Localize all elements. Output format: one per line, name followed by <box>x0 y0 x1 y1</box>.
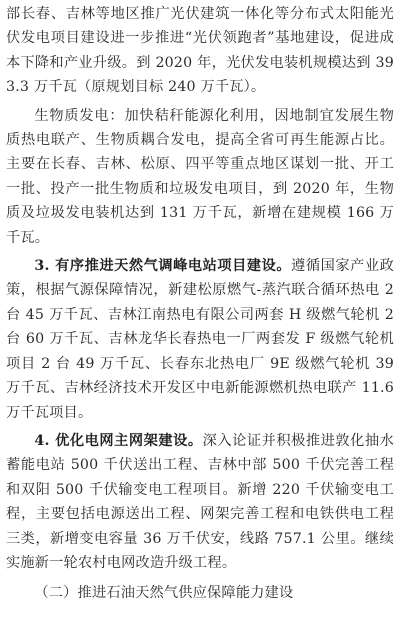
paragraph-biomass <box>6 104 394 250</box>
gas-peaking-text: 遵循国家产业政策，根据气源保障情况，新建松原燃气-蒸汽联合循环热电 2 台 45 万千瓦、吉林江南热电有限公司两套 H 级燃气轮机 2 台 60 万千瓦、吉林龙华长春热电一厂两套发 F 级燃气轮机项目 2 台 49 万千瓦、长春东北热电厂 9E 级燃气轮机 39 万千瓦、吉林经济技术开发区中电新能源燃机热电联产 11.6 万千瓦项目。 <box>6 258 394 421</box>
section-heading-oil-gas: （二）推进石油天然气供应保障能力建设 <box>34 585 294 602</box>
paragraph-solar-text: 部长春、吉林等地区推广光伏建筑一体化等分布式太阳能光伏发电项目建设进一步推进“光伏领跑者”基地建设，促进成本下降和产业升级。到 2020 年，光伏发电装机规模达到 393.3 万千瓦（原规划目标 240 万千瓦）。 <box>6 6 394 96</box>
grid-heading: 4. 优化电网主网架建设。 <box>34 432 203 449</box>
grid-text: 深入论证并积极推进敦化抽水蓄能电站 500 千伏送出工程、吉林中部 500 千伏完善工程和双阳 500 千伏输变电工程项目。新增 220 千伏输变电工程，主要包括电源送出工程、网架完善工程和电铁供电工程三类，新增变电容量 36 万千伏安，线路 757.1 公里。继续实施新一轮农村电网改造升级工程。 <box>6 432 394 571</box>
paragraph-solar-continuation <box>6 2 394 100</box>
paragraph-gas-peaking <box>6 254 394 425</box>
paragraph-biomass-text: 生物质发电：加快秸秆能源化利用，因地制宜发展生物质热电联产、生物质耦合发电，提高全省可再生能源占比。主要在长春、吉林、松原、四平等重点地区谋划一批、开工一批、投产一批生物质和垃圾发电项目，到 2020 年，生物质及垃圾发电装机达到 131 万千瓦，新增在建规模 166 万千瓦。 <box>6 107 394 246</box>
gas-peaking-heading: 3. 有序推进天然气调峰电站项目建设。 <box>34 258 292 275</box>
paragraph-grid <box>6 429 394 575</box>
